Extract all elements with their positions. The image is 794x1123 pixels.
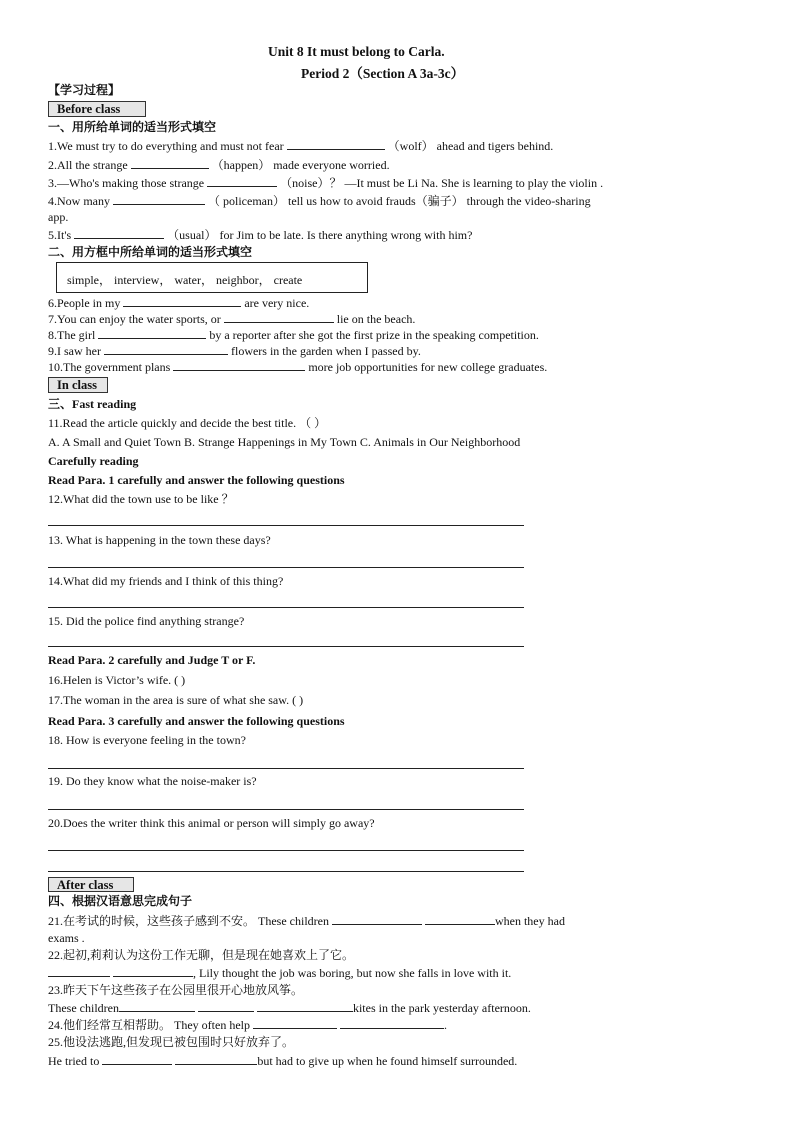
q5-text: 5.It's (48, 228, 72, 242)
section-3-title: 三、Fast reading (48, 397, 137, 411)
q10-text: 10.The government plans (48, 360, 171, 374)
q25-blank-1[interactable] (102, 1053, 172, 1065)
q24-text-end: . (443, 1018, 447, 1032)
q3-text: 3.—Who's making those strange (48, 176, 205, 190)
q22-blank-2[interactable] (113, 965, 193, 977)
q1-text: 1.We must try to do everything and must not fear (48, 139, 284, 153)
q24-blank-2[interactable] (340, 1017, 444, 1029)
para-1-instruction: Read Para. 1 carefully and answer the following questions (48, 473, 345, 487)
question-8 (48, 327, 539, 343)
question-4-continued: app. (48, 210, 69, 224)
q5-blank[interactable] (74, 227, 164, 239)
q25-text-end: but had to give up when he found himself surrounded. (257, 1054, 518, 1068)
q8-text: 8.The girl (48, 328, 96, 342)
question-23: 23.昨天下午这些孩子在公园里很开心地放风筝。 (48, 983, 304, 997)
q23-text: These children (48, 1001, 119, 1015)
q6-text: 6.People in my (48, 296, 121, 310)
q20-answer-line-1[interactable] (48, 850, 524, 851)
q2-blank[interactable] (131, 157, 209, 169)
q21-text: 21.在考试的时候，这些孩子感到不安。 These children (48, 914, 329, 928)
q3-blank[interactable] (207, 175, 277, 187)
unit-title: Unit 8 It must belong to Carla. (268, 44, 445, 59)
q13-answer-line[interactable] (48, 567, 524, 568)
question-9 (48, 343, 421, 359)
para-2-instruction: Read Para. 2 carefully and Judge T or F. (48, 653, 256, 667)
q21-text-end: when they had (494, 914, 565, 928)
q21-blank-2[interactable] (425, 913, 495, 925)
q9-text: 9.I saw her (48, 344, 101, 358)
q2-text-end: （happen） made everyone worried. (211, 158, 390, 172)
q23-text-end: kites in the park yesterday afternoon. (352, 1001, 531, 1015)
q23-blank-1[interactable] (119, 1000, 195, 1012)
question-21-continued: exams . (48, 931, 85, 945)
period-title: Period 2（Section A 3a-3c） (301, 66, 465, 81)
para-3-instruction: Read Para. 3 carefully and answer the following questions (48, 714, 345, 728)
q22-blank-1[interactable] (48, 965, 110, 977)
q10-text-end: more job opportunities for new college graduates. (308, 360, 548, 374)
q7-text-end: lie on the beach. (336, 312, 416, 326)
question-18: 18. How is everyone feeling in the town? (48, 733, 246, 747)
q19-answer-line[interactable] (48, 809, 524, 810)
q1-blank[interactable] (287, 138, 385, 150)
q18-answer-line[interactable] (48, 768, 524, 769)
question-23-line (48, 1000, 531, 1016)
q7-text: 7.You can enjoy the water sports, or (48, 312, 221, 326)
question-19: 19. Do they know what the noise-maker is? (48, 774, 257, 788)
question-11: 11.Read the article quickly and decide the best title. （ ） (48, 416, 327, 430)
question-25-line (48, 1053, 517, 1069)
question-15: 15. Did the police find anything strange? (48, 614, 245, 628)
question-20: 20.Does the writer think this animal or person will simply go away? (48, 816, 375, 830)
q7-blank[interactable] (224, 311, 334, 323)
q3-text-end: （noise）？ —It must be Li Na. She is learning to play the violin . (280, 176, 604, 190)
section-4-title: 四、根据汉语意思完成句子 (48, 894, 193, 908)
in-class-tag: In class (48, 377, 108, 393)
question-21 (48, 913, 565, 929)
word-bank-box: simple， interview， water， neighbor， create (56, 262, 368, 293)
q1-text-end: （wolf） ahead and tigers behind. (387, 139, 554, 153)
q14-answer-line[interactable] (48, 607, 524, 608)
q2-text: 2.All the strange (48, 158, 128, 172)
section-2-title: 二、用方框中所给单词的适当形式填空 (48, 245, 253, 259)
q20-answer-line-2[interactable] (48, 871, 524, 872)
q24-blank-1[interactable] (253, 1017, 337, 1029)
q5-text-end: （usual） for Jim to be late. Is there anything wrong with him? (167, 228, 473, 242)
q15-answer-line[interactable] (48, 646, 524, 647)
question-13: 13. What is happening in the town these days? (48, 533, 271, 547)
section-1-title: 一、用所给单词的适当形式填空 (48, 120, 217, 134)
question-2 (48, 157, 390, 173)
question-7 (48, 311, 415, 327)
question-3 (48, 175, 603, 191)
q4-text: 4.Now many (48, 194, 110, 208)
process-heading: 【学习过程】 (48, 83, 121, 97)
q22-text-end: , Lily thought the job was boring, but now she falls in love with it. (193, 966, 512, 980)
question-10 (48, 359, 547, 375)
before-class-tag: Before class (48, 101, 146, 117)
q6-text-end: are very nice. (244, 296, 310, 310)
question-1 (48, 138, 553, 154)
after-class-tag: After class (48, 877, 134, 892)
q4-text-end: （ policeman） tell us how to avoid frauds（骗子） through the video-sharing (208, 194, 591, 208)
q12-answer-line[interactable] (48, 525, 524, 526)
question-11-options: A. A Small and Quiet Town B. Strange Happenings in My Town C. Animals in Our Neighborhood (48, 435, 521, 449)
question-5 (48, 227, 472, 243)
careful-reading-heading: Carefully reading (48, 454, 139, 468)
question-4 (48, 193, 591, 209)
question-16: 16.Helen is Victor’s wife. ( ) (48, 673, 186, 687)
question-22: 22.起初,莉莉认为这份工作无聊，但是现在她喜欢上了它。 (48, 948, 355, 962)
q24-text: 24.他们经常互相帮助。 They often help (48, 1018, 250, 1032)
q25-blank-2[interactable] (175, 1053, 257, 1065)
q8-text-end: by a reporter after she got the first prize in the speaking competition. (209, 328, 539, 342)
q8-blank[interactable] (98, 327, 206, 339)
q23-blank-3[interactable] (257, 1000, 353, 1012)
question-12: 12.What did the town use to be like ？ (48, 492, 234, 506)
question-24 (48, 1017, 447, 1033)
question-17: 17.The woman in the area is sure of what she saw. ( ) (48, 693, 304, 707)
q23-blank-2[interactable] (198, 1000, 254, 1012)
question-6 (48, 295, 309, 311)
q9-text-end: flowers in the garden when I passed by. (230, 344, 421, 358)
q10-blank[interactable] (173, 359, 305, 371)
q9-blank[interactable] (104, 343, 228, 355)
q6-blank[interactable] (123, 295, 241, 307)
q21-blank-1[interactable] (332, 913, 422, 925)
q25-text: He tried to (48, 1054, 100, 1068)
question-14: 14.What did my friends and I think of this thing? (48, 574, 284, 588)
question-22-line (48, 965, 511, 981)
q4-blank[interactable] (113, 193, 205, 205)
question-25: 25.他设法逃跑,但发现已被包围时只好放弃了。 (48, 1035, 295, 1049)
